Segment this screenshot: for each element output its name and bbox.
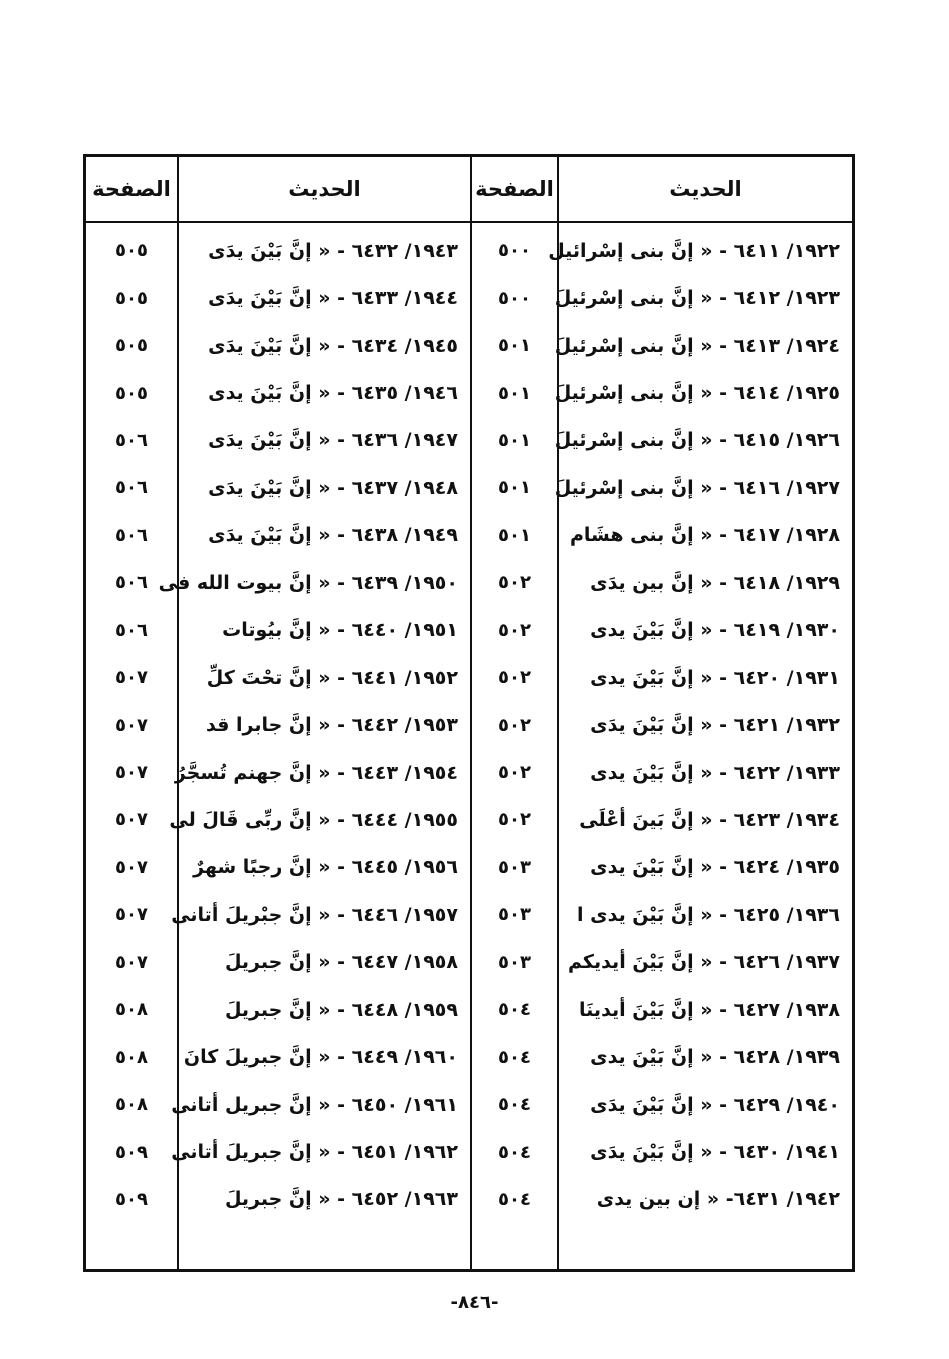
table-row bbox=[86, 1176, 852, 1223]
right-hadith-entry: ١٩٣٨/ ٦٤٢٧ - « إنَّ بَيْنَ أيدينَا bbox=[579, 998, 840, 1021]
right-hadith-entry: ١٩٢٩/ ٦٤١٨ - « إنَّ بين يدَى bbox=[590, 571, 840, 594]
left-page-number: ٥٠٧ bbox=[115, 904, 148, 926]
right-hadith-entry: ١٩٢٦/ ٦٤١٥ - « إنَّ بنى إسْرئيلَ bbox=[554, 429, 840, 452]
table-row bbox=[86, 986, 852, 1033]
left-page-number: ٥٠٦ bbox=[115, 619, 148, 641]
right-hadith-entry: ١٩٢٧/ ٦٤١٦ - « إنَّ بنى إسْرئيلَ bbox=[554, 476, 840, 499]
left-hadith-entry: ١٩٦١/ ٦٤٥٠ - « إنَّ جبريل أتانى bbox=[171, 1093, 458, 1116]
right-hadith-entry: ١٩٢٤/ ٦٤١٣ - « إنَّ بنى إسْرئيلَ bbox=[554, 334, 840, 357]
left-hadith-entry: ١٩٦٣/ ٦٤٥٢ - « إنَّ جبريلَ bbox=[224, 1188, 458, 1211]
table-row bbox=[86, 417, 852, 464]
right-page-number: ٥٠٢ bbox=[498, 762, 531, 784]
header-divider bbox=[86, 221, 852, 223]
table-row bbox=[86, 891, 852, 938]
right-page-number: ٥٠٣ bbox=[498, 856, 531, 878]
left-page-number: ٥٠٧ bbox=[115, 762, 148, 784]
right-page-number: ٥٠٢ bbox=[498, 619, 531, 641]
right-page-number: ٥٠٤ bbox=[498, 1141, 531, 1163]
left-page-number: ٥٠٦ bbox=[115, 429, 148, 451]
header-right-hadith: الحديث bbox=[669, 177, 742, 201]
table-row bbox=[86, 654, 852, 701]
left-page-number: ٥٠٦ bbox=[115, 524, 148, 546]
left-page-number: ٥٠٧ bbox=[115, 714, 148, 736]
right-hadith-entry: ١٩٣٧/ ٦٤٢٦ - « إنَّ بَيْنَ أيديكم bbox=[568, 951, 840, 974]
left-hadith-entry: ١٩٦٠/ ٦٤٤٩ - « إنَّ جبريلَ كانَ bbox=[183, 1046, 458, 1069]
table-row bbox=[86, 796, 852, 843]
right-page-number: ٥٠٠ bbox=[498, 240, 531, 262]
left-page-number: ٥٠٥ bbox=[115, 335, 148, 357]
left-hadith-entry: ١٩٥٤/ ٦٤٤٣ - « إنَّ جهنم تُسجَّرُ bbox=[174, 761, 458, 784]
left-hadith-entry: ١٩٦٢/ ٦٤٥١ - « إنَّ جبريلَ أتانى bbox=[171, 1141, 458, 1164]
header-left-page: الصفحة bbox=[92, 177, 171, 201]
left-page-number: ٥٠٨ bbox=[115, 1046, 148, 1068]
right-page-number: ٥٠٢ bbox=[498, 714, 531, 736]
table-row bbox=[86, 1033, 852, 1080]
right-page-number: ٥٠١ bbox=[498, 382, 531, 404]
left-hadith-entry: ١٩٤٨/ ٦٤٣٧ - « إنَّ بَيْنَ يدَى bbox=[208, 476, 458, 499]
right-page-number: ٥٠١ bbox=[498, 429, 531, 451]
page-number: -٨٤٦- bbox=[450, 1292, 499, 1313]
table-row bbox=[86, 1128, 852, 1175]
left-hadith-entry: ١٩٤٤/ ٦٤٣٣ - « إنَّ بَيْنَ يدَى bbox=[208, 287, 458, 310]
right-page-number: ٥٠١ bbox=[498, 524, 531, 546]
right-hadith-entry: ١٩٣٤/ ٦٤٢٣ - « إنَّ بَينَ أعْلَى bbox=[579, 808, 840, 831]
right-page-number: ٥٠٢ bbox=[498, 809, 531, 831]
left-hadith-entry: ١٩٥٢/ ٦٤٤١ - « إنَّ تحْتَ كلِّ bbox=[206, 666, 458, 689]
left-hadith-entry: ١٩٤٥/ ٦٤٣٤ - « إنَّ بَيْنَ يدَى bbox=[208, 334, 458, 357]
left-page-number: ٥٠٦ bbox=[115, 477, 148, 499]
table-row bbox=[86, 464, 852, 511]
left-page-number: ٥٠٨ bbox=[115, 999, 148, 1021]
table-row bbox=[86, 369, 852, 416]
right-hadith-entry: ١٩٢٥/ ٦٤١٤ - « إنَّ بنى إسْرئيلَ bbox=[554, 382, 840, 405]
left-page-number: ٥٠٧ bbox=[115, 667, 148, 689]
left-page-number: ٥٠٥ bbox=[115, 382, 148, 404]
left-page-number: ٥٠٧ bbox=[115, 856, 148, 878]
right-hadith-entry: ١٩٢٣/ ٦٤١٢ - « إنَّ بنى إسْرئيلَ bbox=[554, 287, 840, 310]
table-row bbox=[86, 749, 852, 796]
right-page-number: ٥٠٣ bbox=[498, 951, 531, 973]
right-hadith-entry: ١٩٤١/ ٦٤٣٠ - « إنَّ بَيْنَ يدَى bbox=[590, 1141, 840, 1164]
right-page-number: ٥٠٤ bbox=[498, 1046, 531, 1068]
right-page-number: ٥٠٤ bbox=[498, 999, 531, 1021]
table-row bbox=[86, 939, 852, 986]
left-hadith-entry: ١٩٤٦/ ٦٤٣٥ - « إنَّ بَيْنَ يدى bbox=[208, 382, 458, 405]
right-page-number: ٥٠٢ bbox=[498, 572, 531, 594]
left-hadith-entry: ١٩٥٦/ ٦٤٤٥ - « إنَّ رجبًا شهرٌ bbox=[193, 856, 458, 879]
right-hadith-entry: ١٩٢٨/ ٦٤١٧ - « إنَّ بنى هشَام bbox=[570, 524, 840, 547]
left-page-number: ٥٠٧ bbox=[115, 809, 148, 831]
header-right-page: الصفحة bbox=[475, 177, 554, 201]
table-row bbox=[86, 607, 852, 654]
left-hadith-entry: ١٩٥١/ ٦٤٤٠ - « إنَّ بيُوتات bbox=[222, 619, 458, 642]
left-hadith-entry: ١٩٤٧/ ٦٤٣٦ - « إنَّ بَيْنَ يدَى bbox=[208, 429, 458, 452]
right-hadith-entry: ١٩٣٢/ ٦٤٢١ - « إنَّ بَيْنَ يدَى bbox=[590, 714, 840, 737]
table-row bbox=[86, 274, 852, 321]
right-page-number: ٥٠٤ bbox=[498, 1188, 531, 1210]
table-body bbox=[86, 227, 852, 1223]
table-row bbox=[86, 701, 852, 748]
left-hadith-entry: ١٩٥٥/ ٦٤٤٤ - « إنَّ ربِّى قَالَ لى bbox=[169, 808, 458, 831]
right-hadith-entry: ١٩٣١/ ٦٤٢٠ - « إنَّ بَيْنَ يدى bbox=[590, 666, 840, 689]
right-hadith-entry: ١٩٣٥/ ٦٤٢٤ - « إنَّ بَيْنَ يدى bbox=[590, 856, 840, 879]
header-left-hadith: الحديث bbox=[288, 177, 361, 201]
right-page-number: ٥٠٢ bbox=[498, 667, 531, 689]
left-hadith-entry: ١٩٥٨/ ٦٤٤٧ - « إنَّ جبريلَ bbox=[224, 951, 458, 974]
table-row bbox=[86, 844, 852, 891]
table-row bbox=[86, 322, 852, 369]
left-page-number: ٥٠٩ bbox=[115, 1188, 148, 1210]
left-page-number: ٥٠٥ bbox=[115, 287, 148, 309]
left-page-number: ٥٠٥ bbox=[115, 240, 148, 262]
left-hadith-entry: ١٩٥٧/ ٦٤٤٦ - « إنَّ جبْريلَ أتانى bbox=[171, 903, 458, 926]
left-hadith-entry: ١٩٤٩/ ٦٤٣٨ - « إنَّ بَيْنَ يدَى bbox=[208, 524, 458, 547]
index-table bbox=[83, 154, 855, 1272]
left-hadith-entry: ١٩٥٠/ ٦٤٣٩ - « إنَّ بيوت الله فى bbox=[158, 571, 458, 594]
left-page-number: ٥٠٨ bbox=[115, 1094, 148, 1116]
left-hadith-entry: ١٩٥٣/ ٦٤٤٢ - « إنَّ جابرا قد bbox=[205, 714, 458, 737]
right-hadith-entry: ١٩٢٢/ ٦٤١١ - « إنَّ بنى إسْرائيل bbox=[548, 239, 840, 262]
right-page-number: ٥٠٠ bbox=[498, 287, 531, 309]
table-row bbox=[86, 512, 852, 559]
table-row bbox=[86, 559, 852, 606]
right-hadith-entry: ١٩٤٢/ ٦٤٣١- « إن بين يدى bbox=[596, 1188, 840, 1211]
table-row bbox=[86, 1081, 852, 1128]
left-page-number: ٥٠٩ bbox=[115, 1141, 148, 1163]
right-hadith-entry: ١٩٣٦/ ٦٤٢٥ - « إنَّ بَيْنَ يدى ا bbox=[577, 903, 840, 926]
left-hadith-entry: ١٩٥٩/ ٦٤٤٨ - « إنَّ جبريلَ bbox=[224, 998, 458, 1021]
right-hadith-entry: ١٩٣٣/ ٦٤٢٢ - « إنَّ بَيْنَ يدى bbox=[590, 761, 840, 784]
right-page-number: ٥٠٣ bbox=[498, 904, 531, 926]
right-page-number: ٥٠١ bbox=[498, 335, 531, 357]
right-hadith-entry: ١٩٣٩/ ٦٤٢٨ - « إنَّ بَيْنَ يدى bbox=[590, 1046, 840, 1069]
left-page-number: ٥٠٦ bbox=[115, 572, 148, 594]
right-hadith-entry: ١٩٤٠/ ٦٤٢٩ - « إنَّ بَيْنَ يدَى bbox=[590, 1093, 840, 1116]
table-row bbox=[86, 227, 852, 274]
left-hadith-entry: ١٩٤٣/ ٦٤٣٢ - « إنَّ بَيْنَ يدَى bbox=[208, 239, 458, 262]
right-page-number: ٥٠١ bbox=[498, 477, 531, 499]
left-page-number: ٥٠٧ bbox=[115, 951, 148, 973]
right-hadith-entry: ١٩٣٠/ ٦٤١٩ - « إنَّ بَيْنَ يدى bbox=[590, 619, 840, 642]
right-page-number: ٥٠٤ bbox=[498, 1094, 531, 1116]
